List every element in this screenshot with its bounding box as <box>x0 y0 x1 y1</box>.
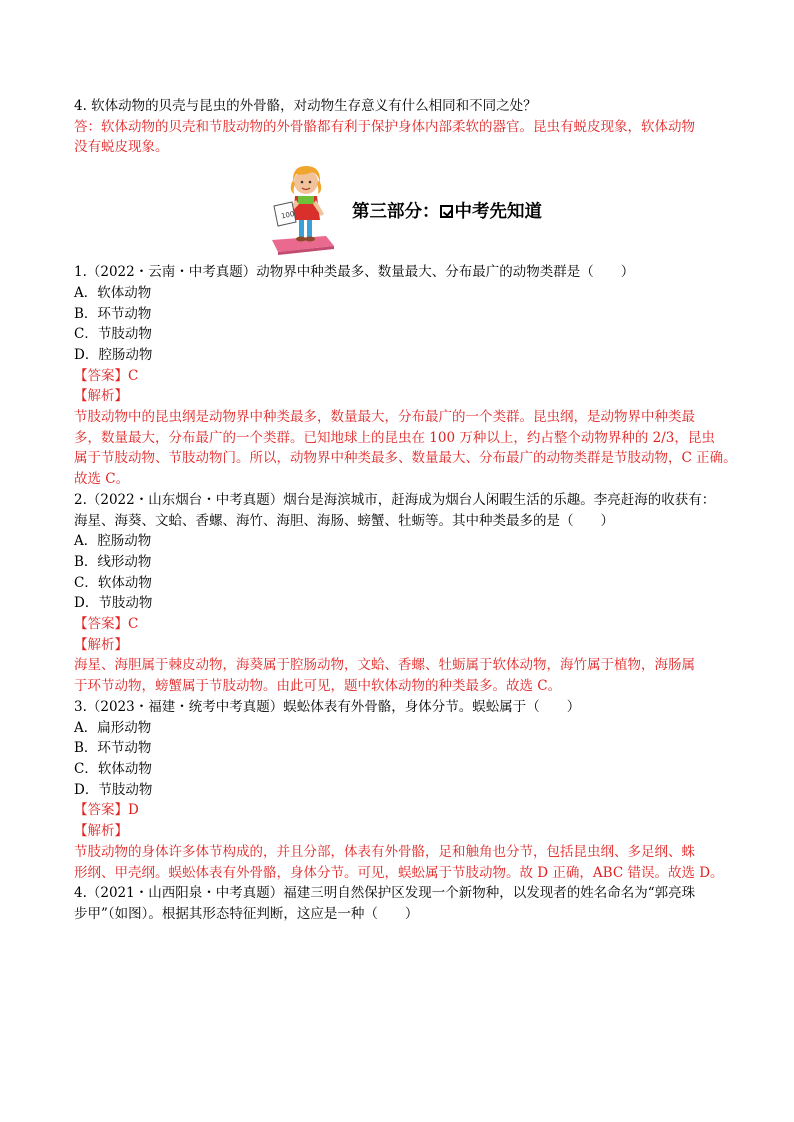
analysis-line: 于环节动物，螃蟹属于节肢动物。由此可见，题中软体动物的种类最多。故选 C。 <box>74 678 562 695</box>
document-content <box>74 96 737 925</box>
option-b: B．环节动物 <box>74 740 152 757</box>
option-c: C．软体动物 <box>74 574 152 591</box>
question-stem: 2.（2022・山东烟台・中考真题）烟台是海滨城市，赶海成为烟台人闲暇生活的乐趣。李亮赶海的收获有： <box>74 491 716 508</box>
analysis-line: 故选 C。 <box>74 471 130 488</box>
prev-answer-line: 没有蜕皮现象。 <box>74 139 169 156</box>
answer-line <box>74 614 730 635</box>
analysis-tag: 【解析】 <box>74 823 128 840</box>
section-title-prefix: 第三部分： <box>352 202 440 223</box>
analysis-tag: 【解析】 <box>74 636 128 653</box>
question-stem: 1.（2022・云南・中考真题）动物界中种类最多、数量最大、分布最广的动物类群是（ ） <box>74 264 635 281</box>
answer-value: C <box>128 616 139 633</box>
answer-tag: 【答案】 <box>74 802 128 819</box>
option-b: B．线形动物 <box>74 553 152 570</box>
prev-question-text: 4. 软体动物的贝壳与昆虫的外骨骼，对动物生存意义有什么相同和不同之处？ <box>74 98 537 114</box>
prev-answer-line: 答：软体动物的贝壳和节肢动物的外骨骼都有利于保护身体内部柔软的器官。昆虫有蜕皮现象，软体动物 <box>74 118 695 135</box>
checkbox-icon <box>440 205 453 218</box>
option-b: B．环节动物 <box>74 305 152 322</box>
analysis-line: 形纲、甲壳纲。蜈蚣体表有外骨骼，身体分节。可见，蜈蚣属于节肢动物。故 D 正确，ABC 错误。故选 D。 <box>74 864 724 881</box>
answer-line <box>74 366 730 387</box>
question-4 <box>74 883 730 924</box>
section-title <box>352 198 542 223</box>
option-a: A．腔肠动物 <box>74 533 152 550</box>
answer-tag: 【答案】 <box>74 367 128 384</box>
section-title-rest: 中考先知道 <box>454 202 542 223</box>
analysis-tag: 【解析】 <box>74 388 128 405</box>
section-header <box>74 160 730 256</box>
prev-question <box>74 96 730 158</box>
question-stem: 3.（2023・福建・统考中考真题）蜈蚣体表有外骨骼，身体分节。蜈蚣属于（ ） <box>74 698 581 715</box>
option-c: C．软体动物 <box>74 760 152 777</box>
answer-line <box>74 800 730 821</box>
question-stem: 步甲”（如图）。根据其形态特征判断，这应是一种（ ） <box>74 905 419 922</box>
option-d: D．腔肠动物 <box>74 346 153 363</box>
option-c: C．节肢动物 <box>74 326 152 343</box>
analysis-line: 多，数量最大，分布最广的一个类群。已知地球上的昆虫在 100 万种以上，约占整个动物界种的 2/3，昆虫 <box>74 429 715 446</box>
girl-holding-score-illustration <box>266 160 338 256</box>
question-3 <box>74 697 730 883</box>
question-stem: 海星、海葵、文蛤、香螺、海竹、海胆、海肠、螃蟹、牡蛎等。其中种类最多的是（ ） <box>74 512 614 529</box>
question-1 <box>74 262 737 490</box>
option-a: A．软体动物 <box>74 284 152 301</box>
analysis-line: 属于节肢动物、节肢动物门。所以，动物界中种类最多、数量最大、分布最广的动物类群是节肢动物，C 正确。 <box>74 450 737 467</box>
question-2 <box>74 490 730 697</box>
analysis-line: 海星、海胆属于棘皮动物，海葵属于腔肠动物，文蛤、香螺、牡蛎属于软体动物，海竹属于植物，海肠属 <box>74 657 695 674</box>
answer-tag: 【答案】 <box>74 616 128 633</box>
answer-value: D <box>128 802 139 819</box>
score-badge-text: 100 <box>280 210 296 221</box>
analysis-line: 节肢动物中的昆虫纲是动物界中种类最多，数量最大，分布最广的一个类群。昆虫纲，是动物界中种类最 <box>74 409 695 426</box>
question-stem: 4.（2021・山西阳泉・中考真题）福建三明自然保护区发现一个新物种，以发现者的姓名命名为“郭亮珠 <box>74 885 696 902</box>
analysis-line: 节肢动物的身体许多体节构成的，并且分部，体表有外骨骼，足和触角也分节，包括昆虫纲、多足纲、蛛 <box>74 843 695 860</box>
answer-value: C <box>128 367 139 384</box>
option-a: A．扁形动物 <box>74 719 152 736</box>
option-d: D．节肢动物 <box>74 595 153 612</box>
option-d: D．节肢动物 <box>74 781 153 798</box>
